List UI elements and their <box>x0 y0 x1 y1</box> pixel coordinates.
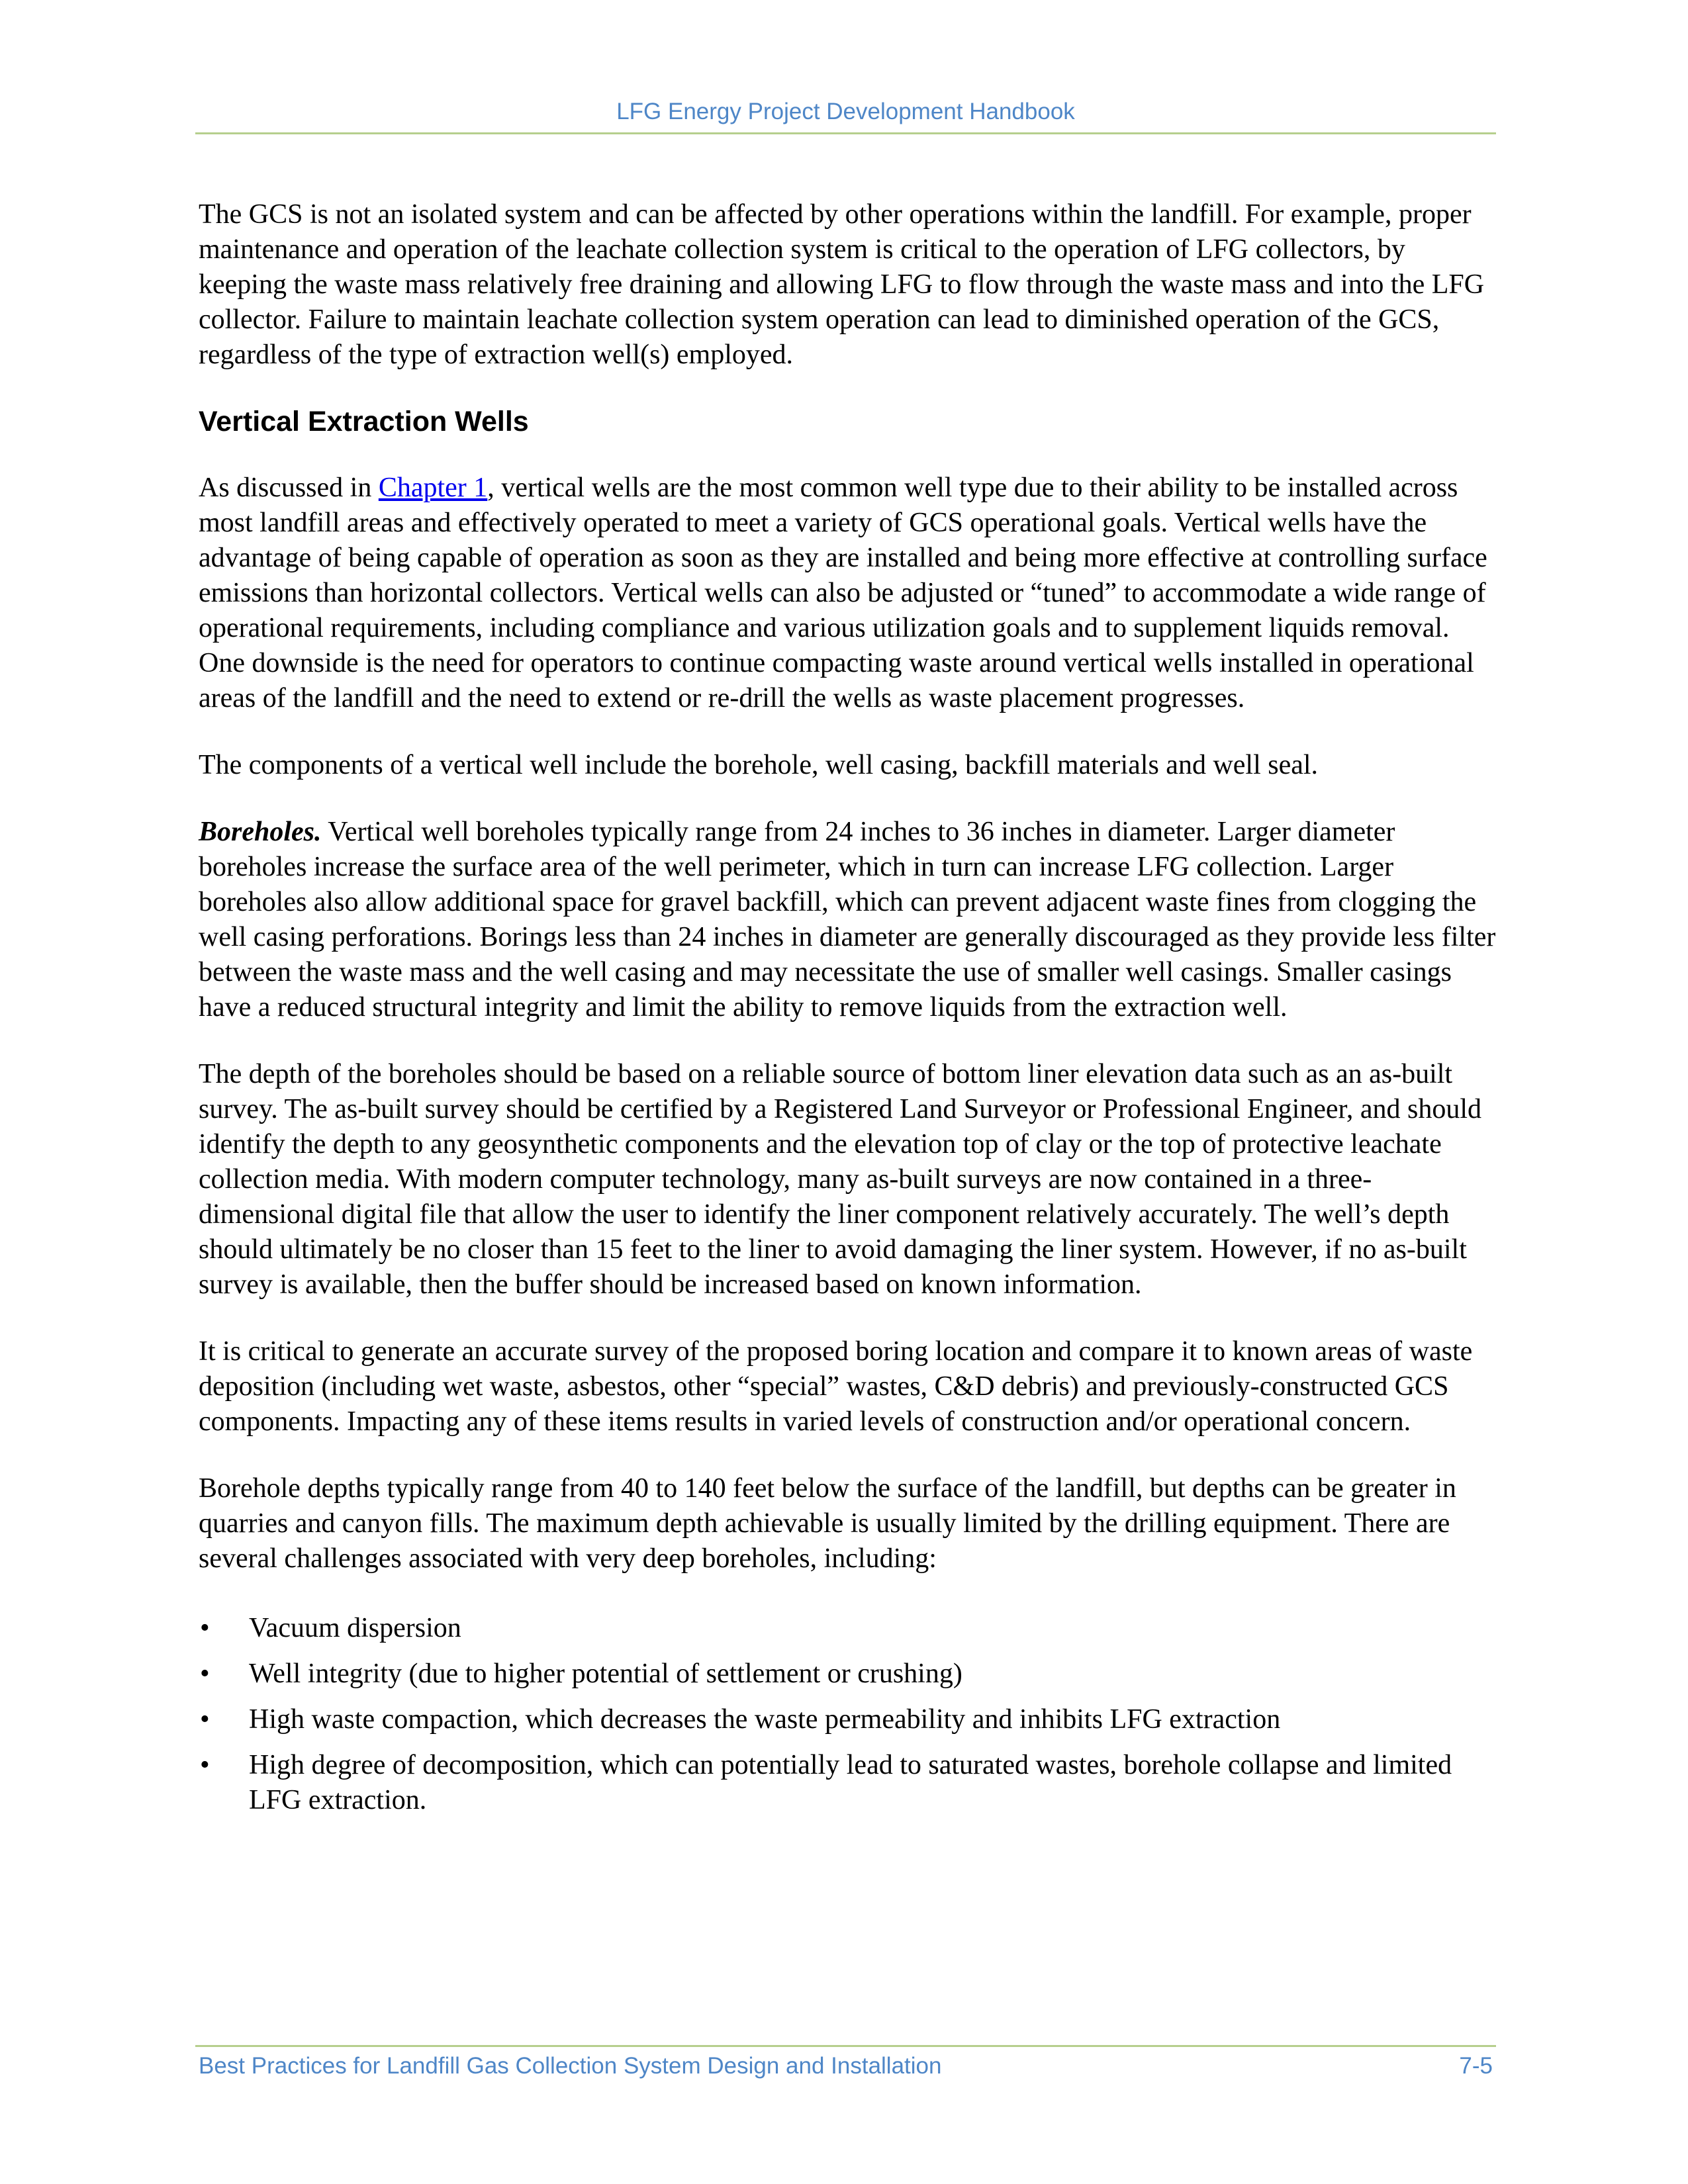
list-item <box>199 1611 1496 1646</box>
vertical-wells-paragraph <box>199 471 1496 716</box>
section-heading: Vertical Extraction Wells <box>199 406 529 437</box>
bullet-icon: • <box>200 1750 210 1780</box>
bullet-icon: • <box>200 1704 210 1735</box>
depth-paragraph: The depth of the boreholes should be based on a reliable source of bottom liner elevation data such as an as-built survey. The as-built survey should be certified by a Registered Land Surveyor or Professional Engineer, and should identify the depth to any geosynthetic components and the elevation top of clay or the top of protective leachate collection media. With modern computer technology, many as-built surveys are now contained in a three-dimensional digital file that allow the user to identify the liner component relatively accurately. The well’s depth should ultimately be no closer than 15 feet to the liner to avoid damaging the liner system. However, if no as-built survey is available, then the buffer should be increased based on known information. <box>199 1059 1482 1300</box>
page-content <box>199 197 1496 1829</box>
survey-paragraph: It is critical to generate an accurate survey of the proposed boring location and compare it to known areas of waste deposition (including wet waste, asbestos, other “special” wastes, C&D debris) and previously-constructed GCS components. Impacting any of these items results in varied levels of construction and/or operational concern. <box>199 1336 1473 1437</box>
list-item <box>199 1748 1496 1818</box>
boreholes-paragraph <box>199 815 1496 1025</box>
header-title: LFG Energy Project Development Handbook <box>616 99 1075 124</box>
challenges-list <box>199 1611 1496 1818</box>
list-item-text: High waste compaction, which decreases the waste permeability and inhibits LFG extraction <box>249 1704 1281 1735</box>
running-header <box>195 98 1496 134</box>
list-item-text: High degree of decomposition, which can potentially lead to saturated wastes, borehole collapse and limited LFG extraction. <box>249 1750 1452 1815</box>
list-item-text: Well integrity (due to higher potential of settlement or crushing) <box>249 1659 962 1689</box>
vertical-wells-rest: , vertical wells are the most common well type due to their ability to be installed across most landfill areas and effectively operated to meet a variety of GCS operational goals. Vertical wells have the advantage of being capable of operation as soon as they are installed and being more effective at controlling surface emissions than horizontal collectors. Vertical wells can also be adjusted or “tuned” to accommodate a wide range of operational requirements, including compliance and various utilization goals and to supplement liquids removal. One downside is the need for operators to continue compacting waste around vertical wells installed in operational areas of the landfill and the need to extend or re-drill the wells as waste placement progresses. <box>199 473 1487 713</box>
chapter-1-link[interactable]: Chapter 1 <box>378 473 488 503</box>
footer-title: Best Practices for Landfill Gas Collection System Design and Installation <box>199 2053 942 2079</box>
components-paragraph: The components of a vertical well include the borehole, well casing, backfill materials and well seal. <box>199 750 1319 780</box>
vertical-wells-lead: As discussed in <box>199 473 379 503</box>
list-item-text: Vacuum dispersion <box>249 1613 461 1643</box>
boreholes-runin-heading: Boreholes. <box>199 817 322 847</box>
list-item <box>199 1657 1496 1692</box>
intro-paragraph: The GCS is not an isolated system and can be affected by other operations within the landfill. For example, proper maintenance and operation of the leachate collection system is critical to the operation of LFG collectors, by keeping the waste mass relatively free draining and allowing LFG to flow through the waste mass and into the LFG collector. Failure to maintain leachate collection system operation can lead to diminished operation of the GCS, regardless of the type of extraction well(s) employed. <box>199 199 1485 370</box>
bullet-icon: • <box>200 1659 210 1689</box>
running-footer <box>195 2045 1496 2080</box>
list-item <box>199 1702 1496 1737</box>
page-number: 7-5 <box>1459 2053 1493 2079</box>
boreholes-text: Vertical well boreholes typically range from 24 inches to 36 inches in diameter. Larger diameter boreholes increase the surface area of the well perimeter, which in turn can increase LFG collection. Larger boreholes also allow additional space for gravel backfill, which can prevent adjacent waste fines from clogging the well casing perforations. Borings less than 24 inches in diameter are generally discouraged as they provide less filter between the waste mass and the well casing and may necessitate the use of smaller well casings. Smaller casings have a reduced structural integrity and limit the ability to remove liquids from the extraction well. <box>199 817 1496 1023</box>
borehole-depths-paragraph: Borehole depths typically range from 40 to 140 feet below the surface of the landfill, but depths can be greater in quarries and canyon fills. The maximum depth achievable is usually limited by the drilling equipment. There are several challenges associated with very deep boreholes, including: <box>199 1473 1456 1574</box>
bullet-icon: • <box>200 1613 210 1643</box>
